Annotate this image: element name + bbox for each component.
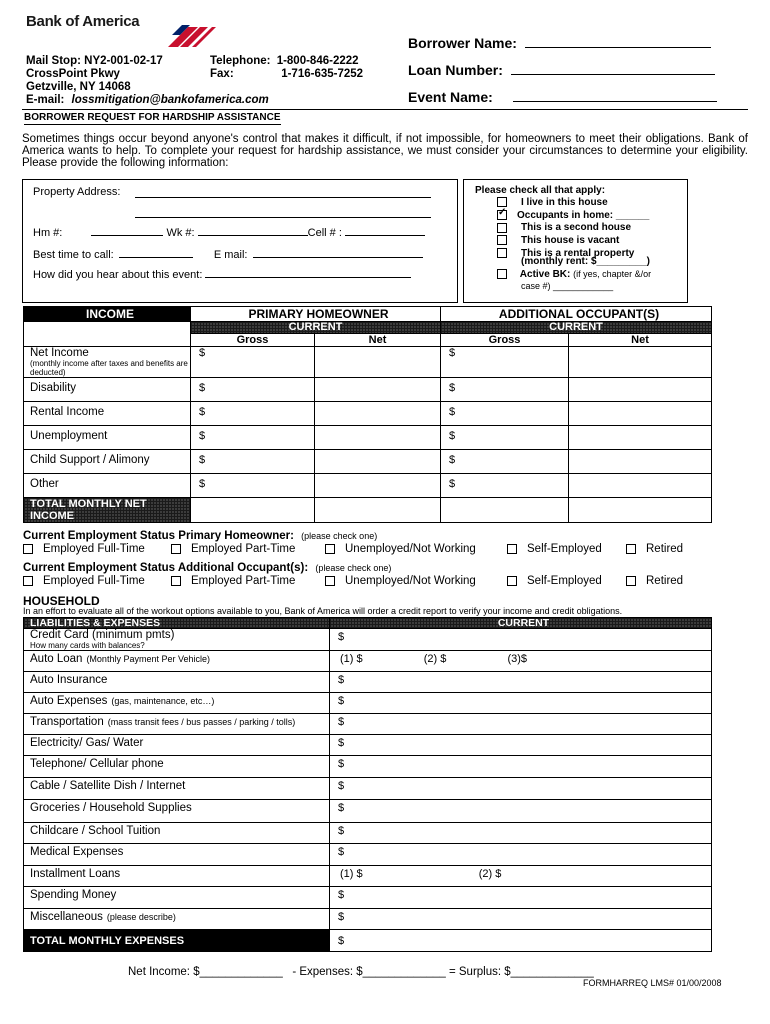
- expense-value-text: (1) $ (2) $ (3)$: [340, 653, 528, 665]
- additional-occupants-header: ADDITIONAL OCCUPANT(S): [441, 307, 712, 322]
- apply-item-label: Occupants in home: ______: [517, 209, 650, 221]
- income-cell-additional-net[interactable]: [569, 426, 712, 450]
- expense-row: [24, 693, 712, 714]
- total-additional-net[interactable]: [569, 498, 712, 523]
- best-time-label: Best time to call:: [33, 249, 114, 261]
- expense-value-text: $: [338, 846, 345, 858]
- employment-primary-option-label: Self-Employed: [527, 543, 602, 555]
- apply-item-label: I live in this house: [521, 197, 608, 208]
- apply-checkbox[interactable]: [497, 197, 507, 207]
- income-cell-primary-gross[interactable]: [191, 426, 315, 450]
- wk-label: Wk #:: [166, 227, 195, 239]
- income-row: [24, 402, 712, 426]
- total-monthly-expenses-value[interactable]: $: [330, 930, 712, 952]
- cell-field[interactable]: [345, 226, 425, 236]
- income-cell-primary-gross[interactable]: [191, 474, 315, 498]
- employment-primary-option[interactable]: [507, 543, 602, 555]
- expense-value-cell[interactable]: [330, 778, 712, 800]
- income-cell-additional-net[interactable]: [569, 474, 712, 498]
- income-cell-primary-net[interactable]: [315, 426, 441, 450]
- expense-value-text: $: [338, 695, 345, 707]
- employment-additional-checkbox[interactable]: [23, 576, 33, 586]
- income-cell-additional-gross[interactable]: [441, 347, 569, 378]
- employment-primary-title: Current Employment Status Primary Homeowner:: [23, 530, 294, 542]
- additional-gross-header: Gross: [441, 334, 569, 347]
- employment-additional-option-label: Employed Part-Time: [191, 575, 296, 587]
- apply-item: [497, 197, 649, 210]
- hm-field[interactable]: [91, 226, 163, 236]
- income-table: [23, 306, 712, 523]
- expense-row-label: Childcare / School Tuition: [30, 825, 161, 837]
- expense-row-label: Auto Expenses: [30, 695, 108, 707]
- expense-value-text: $: [338, 780, 345, 792]
- income-cell-primary-net[interactable]: [315, 474, 441, 498]
- employment-additional-option[interactable]: [23, 575, 145, 587]
- income-cell-primary-net[interactable]: [315, 347, 441, 378]
- dollar-sign: $: [449, 347, 456, 359]
- employment-primary-option[interactable]: [626, 543, 683, 555]
- expense-row: [24, 866, 712, 887]
- apply-item: [497, 222, 649, 235]
- apply-checkbox[interactable]: [497, 210, 507, 220]
- dollar-sign: $: [449, 382, 456, 394]
- additional-current-header: CURRENT: [441, 322, 712, 334]
- hm-label: Hm #:: [33, 227, 63, 239]
- income-cell-additional-gross[interactable]: [441, 450, 569, 474]
- expense-value-cell[interactable]: [330, 800, 712, 823]
- active-bk-case: case #) ____________: [521, 281, 614, 291]
- income-cell-primary-gross[interactable]: [191, 378, 315, 402]
- employment-additional-option[interactable]: [507, 575, 602, 587]
- employment-additional-note: (please check one): [315, 563, 392, 573]
- apply-checkbox[interactable]: [497, 235, 507, 245]
- dollar-sign: $: [449, 454, 456, 466]
- apply-checkbox[interactable]: [497, 223, 507, 233]
- expense-row-note: How many cards with balances?: [30, 641, 145, 650]
- wk-field[interactable]: [198, 226, 308, 236]
- employment-additional-option-label: Unemployed/Not Working: [345, 575, 476, 587]
- expense-value-text: (1) $ (2) $: [340, 868, 502, 880]
- best-time-field[interactable]: [119, 248, 193, 258]
- expense-row-label: Telephone/ Cellular phone: [30, 758, 164, 770]
- dollar-sign: $: [199, 478, 206, 490]
- dollar-sign: $: [449, 406, 456, 418]
- dollar-sign: $: [449, 478, 456, 490]
- expense-value-cell[interactable]: [330, 823, 712, 844]
- event-name-label: Event Name:: [408, 89, 493, 105]
- expense-row: [24, 651, 712, 672]
- income-cell-additional-net[interactable]: [569, 402, 712, 426]
- apply-title: Please check all that apply:: [475, 185, 606, 196]
- employment-primary-option[interactable]: [23, 543, 145, 555]
- active-bk-checkbox[interactable]: [497, 269, 507, 279]
- expense-value-cell[interactable]: [330, 844, 712, 866]
- income-cell-additional-net[interactable]: [569, 450, 712, 474]
- employment-primary-checkbox[interactable]: [171, 544, 181, 554]
- borrower-name-label: Borrower Name:: [408, 35, 517, 51]
- expense-row-label: Groceries / Household Supplies: [30, 802, 192, 814]
- expense-value-text: $: [338, 758, 345, 770]
- expenses-current-header: CURRENT: [330, 618, 712, 629]
- employment-additional-option-label: Employed Full-Time: [43, 575, 145, 587]
- employment-primary-option-label: Unemployed/Not Working: [345, 543, 476, 555]
- active-bk-label: Active BK:: [519, 269, 571, 280]
- rent-label: (monthly rent: $_________): [521, 256, 650, 267]
- income-row-label: Child Support / Alimony: [30, 454, 150, 466]
- employment-additional-option[interactable]: [171, 575, 295, 587]
- expense-row: [24, 844, 712, 866]
- expense-row: [24, 672, 712, 693]
- employment-primary-option[interactable]: [171, 543, 295, 555]
- dollar-sign: $: [199, 430, 206, 442]
- employment-additional-option-label: Retired: [646, 575, 684, 587]
- income-cell-additional-gross[interactable]: [441, 378, 569, 402]
- expense-row-label: Auto Loan: [30, 653, 83, 665]
- employment-additional-option-label: Self-Employed: [527, 575, 602, 587]
- expense-row: [24, 629, 712, 651]
- employment-additional-option[interactable]: [626, 575, 683, 587]
- apply-item-label: This is a rental property: [521, 247, 635, 259]
- telephone-label: Telephone:: [210, 55, 271, 67]
- income-header: INCOME: [24, 307, 191, 322]
- property-address-field[interactable]: [135, 186, 431, 198]
- city-state-zip: Getzville, NY 14068: [26, 81, 131, 93]
- expense-value-cell[interactable]: [330, 629, 712, 651]
- expense-value-text: $: [338, 889, 345, 901]
- expense-value-cell[interactable]: [330, 756, 712, 778]
- intro-paragraph: Sometimes things occur beyond anyone's control that makes it difficult, if not impossible, for homeowners to meet their obligations. Bank of America wants to help. To complete your request for hardship assistance, we must consider your circumstances to determine your eligibility. Please provide the following information:: [22, 133, 748, 169]
- total-net-income-label: TOTAL MONTHLY NET INCOME: [24, 498, 191, 523]
- employment-additional-checkbox[interactable]: [171, 576, 181, 586]
- expense-value-text: $: [338, 631, 345, 643]
- employment-primary-checkbox[interactable]: [325, 544, 335, 554]
- apply-item: [497, 235, 649, 248]
- employment-primary-option-label: Employed Full-Time: [43, 543, 145, 555]
- loan-number-field[interactable]: [511, 62, 715, 75]
- expense-row-label: Transportation: [30, 716, 104, 728]
- event-name-field[interactable]: [513, 89, 717, 102]
- loan-number-label: Loan Number:: [408, 62, 503, 78]
- expense-row-inline-note: (mass transit fees / bus passes / parking / tolls): [107, 717, 296, 727]
- income-row-note: (monthly income after taxes and benefits are deducted): [30, 359, 188, 377]
- employment-primary-checkbox[interactable]: [626, 544, 636, 554]
- apply-item-label: This house is vacant: [521, 235, 620, 247]
- total-primary-net[interactable]: [315, 498, 441, 523]
- employment-primary-option-label: Employed Part-Time: [191, 543, 296, 555]
- expense-value-cell[interactable]: [330, 866, 712, 887]
- property-address-label: Property Address:: [33, 186, 121, 198]
- apply-item-label: This is a second house: [521, 222, 632, 234]
- fax-value: 1-716-635-7252: [281, 68, 364, 80]
- income-row-label: Net Income: [30, 347, 89, 359]
- income-cell-additional-gross[interactable]: [441, 426, 569, 450]
- employment-primary-note: (please check one): [301, 531, 378, 541]
- household-title: HOUSEHOLD: [23, 594, 100, 608]
- expense-value-cell[interactable]: [330, 693, 712, 714]
- form-title: BORROWER REQUEST FOR HARDSHIP ASSISTANCE: [24, 112, 281, 123]
- email-value[interactable]: lossmitigation@bankofamerica.com: [71, 94, 269, 106]
- expense-row-label: Miscellaneous: [30, 911, 103, 923]
- dollar-sign: $: [199, 454, 206, 466]
- expense-row: [24, 714, 712, 735]
- expense-value-text: $: [338, 674, 345, 686]
- income-row: [24, 426, 712, 450]
- income-cell-additional-net[interactable]: [569, 378, 712, 402]
- expense-value-cell[interactable]: [330, 887, 712, 909]
- expense-row: [24, 887, 712, 909]
- fax-label: Fax:: [210, 68, 234, 80]
- primary-gross-header: Gross: [191, 334, 315, 347]
- expense-value-cell[interactable]: [330, 735, 712, 756]
- heard-field[interactable]: [205, 268, 411, 278]
- expense-row: [24, 800, 712, 823]
- income-cell-primary-net[interactable]: [315, 450, 441, 474]
- income-row: [24, 474, 712, 498]
- income-row-label: Rental Income: [30, 406, 105, 418]
- borrower-name-field[interactable]: [525, 35, 711, 48]
- property-email-label: E mail:: [213, 249, 248, 261]
- property-email-field[interactable]: [253, 248, 423, 258]
- logo: [26, 13, 216, 53]
- mail-stop: Mail Stop: NY2-001-02-17: [26, 55, 163, 67]
- summary-line: Net Income: $_____________ - Expenses: $_____________ = Surplus: $_____________: [128, 966, 594, 978]
- expense-row-inline-note: (gas, maintenance, etc…): [111, 696, 215, 706]
- additional-net-header: Net: [569, 334, 712, 347]
- employment-primary-checkbox[interactable]: [23, 544, 33, 554]
- total-primary-gross[interactable]: [191, 498, 315, 523]
- expense-row-label: Auto Insurance: [30, 674, 108, 686]
- employment-primary-option-label: Retired: [646, 543, 684, 555]
- expense-value-text: $: [338, 737, 345, 749]
- liabilities-header: LIABILITIES & EXPENSES: [24, 618, 330, 629]
- income-cell-primary-gross[interactable]: [191, 450, 315, 474]
- expense-row-label: Medical Expenses: [30, 846, 124, 858]
- income-cell-primary-net[interactable]: [315, 402, 441, 426]
- income-row-label: Unemployment: [30, 430, 108, 442]
- household-note: In an effort to evaluate all of the workout options available to you, Bank of America will order a credit report to verify your income and credit obligations.: [23, 606, 623, 616]
- expense-row: [24, 909, 712, 930]
- expense-row-label: Installment Loans: [30, 868, 121, 880]
- income-cell-additional-gross[interactable]: [441, 402, 569, 426]
- employment-additional-option[interactable]: [325, 575, 476, 587]
- employment-additional-checkbox[interactable]: [626, 576, 636, 586]
- employment-additional-checkbox[interactable]: [507, 576, 517, 586]
- employment-primary-checkbox[interactable]: [507, 544, 517, 554]
- primary-net-header: Net: [315, 334, 441, 347]
- expense-value-cell[interactable]: [330, 909, 712, 930]
- income-row: [24, 450, 712, 474]
- telephone-value: 1-800-846-2222: [276, 55, 359, 67]
- email-label: E-mail:: [26, 94, 65, 106]
- income-row-label: Other: [30, 478, 59, 490]
- employment-additional-checkbox[interactable]: [325, 576, 335, 586]
- form-footer: FORMHARREQ LMS# 01/00/2008: [583, 978, 722, 988]
- dollar-sign: $: [199, 347, 206, 359]
- apply-checkbox[interactable]: [497, 248, 507, 258]
- active-bk-note: (if yes, chapter &/or: [573, 269, 652, 279]
- primary-current-header: CURRENT: [191, 322, 441, 334]
- expense-value-cell[interactable]: [330, 714, 712, 735]
- street-address: CrossPoint Pkwy: [26, 68, 120, 80]
- income-row-label: Disability: [30, 382, 77, 394]
- expense-value-text: $: [338, 802, 345, 814]
- apply-item: [497, 210, 649, 223]
- expense-row-label: Cable / Satellite Dish / Internet: [30, 780, 186, 792]
- expense-row: [24, 756, 712, 778]
- dollar-sign: $: [199, 406, 206, 418]
- income-row: [24, 378, 712, 402]
- expense-row-inline-note: (Monthly Payment Per Vehicle): [86, 654, 210, 664]
- expense-row: [24, 778, 712, 800]
- income-cell-additional-gross[interactable]: [441, 474, 569, 498]
- total-monthly-expenses-label: TOTAL MONTHLY EXPENSES: [24, 930, 330, 952]
- total-additional-gross[interactable]: [441, 498, 569, 523]
- apply-box: [463, 179, 688, 303]
- income-row: [24, 347, 712, 378]
- expense-value-cell[interactable]: [330, 651, 712, 672]
- expense-value-cell[interactable]: [330, 672, 712, 693]
- expense-row: [24, 735, 712, 756]
- expenses-table: [23, 617, 712, 952]
- dollar-sign: $: [199, 382, 206, 394]
- expense-row-label: Electricity/ Gas/ Water: [30, 737, 144, 749]
- flag-logo-icon: [166, 23, 216, 49]
- expense-row: [24, 823, 712, 844]
- employment-additional-title: Current Employment Status Additional Occupant(s):: [23, 562, 309, 574]
- expense-value-text: $: [338, 825, 345, 837]
- income-cell-additional-net[interactable]: [569, 347, 712, 378]
- expense-row-label: Credit Card (minimum pmts): [30, 629, 175, 641]
- property-address-field-2[interactable]: [135, 206, 431, 218]
- logo-text: Bank of America: [26, 13, 140, 30]
- expense-value-text: $: [338, 911, 345, 923]
- income-cell-primary-net[interactable]: [315, 378, 441, 402]
- expense-row-inline-note: (please describe): [106, 912, 176, 922]
- income-cell-primary-gross[interactable]: [191, 347, 315, 378]
- cell-label: Cell # :: [307, 227, 342, 239]
- dollar-sign: $: [449, 430, 456, 442]
- employment-primary-option[interactable]: [325, 543, 476, 555]
- heard-label: How did you hear about this event:: [33, 269, 203, 281]
- expense-row-label: Spending Money: [30, 889, 117, 901]
- income-cell-primary-gross[interactable]: [191, 402, 315, 426]
- property-box: [22, 179, 458, 303]
- expense-value-text: $: [338, 716, 345, 728]
- primary-homeowner-header: PRIMARY HOMEOWNER: [191, 307, 441, 322]
